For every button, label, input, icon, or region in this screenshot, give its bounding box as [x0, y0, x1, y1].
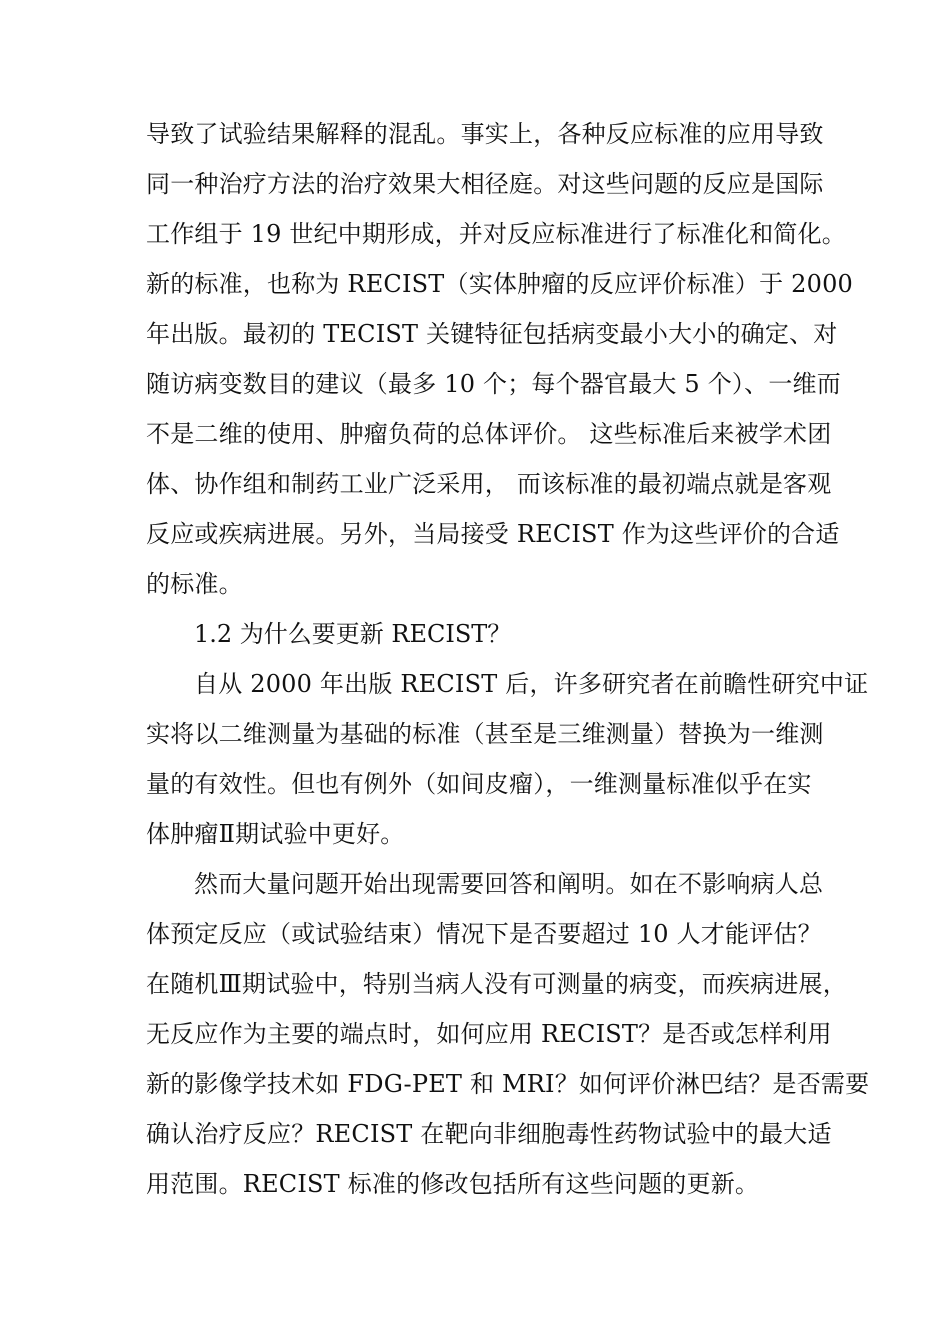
text-line: 在随机Ⅲ期试验中，特别当病人没有可测量的病变，而疾病进展， — [146, 970, 847, 998]
text-line: 随访病变数目的建议（最多 10 个；每个器官最大 5 个）、一维而 — [146, 370, 841, 398]
text-line: 然而大量问题开始出现需要回答和阐明。如在不影响病人总 — [194, 870, 824, 898]
text-line: 导致了试验结果解释的混乱。事实上，各种反应标准的应用导致 — [146, 120, 824, 148]
text-line: 体、协作组和制药工业广泛采用， 而该标准的最初端点就是客观 — [146, 470, 832, 498]
text-line: 体预定反应（或试验结束）情况下是否要超过 10 人才能评估？ — [146, 920, 822, 948]
text-line: 用范围。RECIST 标准的修改包括所有这些问题的更新。 — [146, 1170, 760, 1198]
text-line: 确认治疗反应？RECIST 在靶向非细胞毒性药物试验中的最大适 — [146, 1120, 832, 1148]
text-line: 自从 2000 年出版 RECIST 后，许多研究者在前瞻性研究中证 — [194, 670, 869, 698]
text-line: 体肿瘤Ⅱ期试验中更好。 — [146, 820, 405, 848]
text-line: 不是二维的使用、肿瘤负荷的总体评价。 这些标准后来被学术团 — [146, 420, 832, 448]
paragraph-why-update — [146, 659, 869, 859]
paragraph-continuation — [146, 109, 854, 609]
text-line: 年出版。最初的 TECIST 关键特征包括病变最小大小的确定、对 — [146, 320, 838, 348]
text-line: 无反应作为主要的端点时，如何应用 RECIST？是否或怎样利用 — [146, 1020, 832, 1048]
text-line: 新的标准，也称为 RECIST（实体肿瘤的反应评价标准）于 2000 — [146, 270, 854, 298]
text-line: 新的影像学技术如 FDG-PET 和 MRI？如何评价淋巴结？是否需要 — [146, 1070, 870, 1098]
section-heading: 1.2 为什么要更新 RECIST？ — [194, 620, 512, 648]
text-line: 量的有效性。但也有例外（如间皮瘤），一维测量标准似乎在实 — [146, 770, 812, 798]
text-line: 反应或疾病进展。另外，当局接受 RECIST 作为这些评价的合适 — [146, 520, 840, 548]
text-line: 实将以二维测量为基础的标准（甚至是三维测量）替换为一维测 — [146, 720, 824, 748]
text-line: 工作组于 19 世纪中期形成，并对反应标准进行了标准化和简化。 — [146, 220, 846, 248]
paragraph-open-questions — [146, 859, 870, 1209]
text-line: 的标准。 — [146, 570, 243, 598]
text-line: 同一种治疗方法的治疗效果大相径庭。对这些问题的反应是国际 — [146, 170, 824, 198]
